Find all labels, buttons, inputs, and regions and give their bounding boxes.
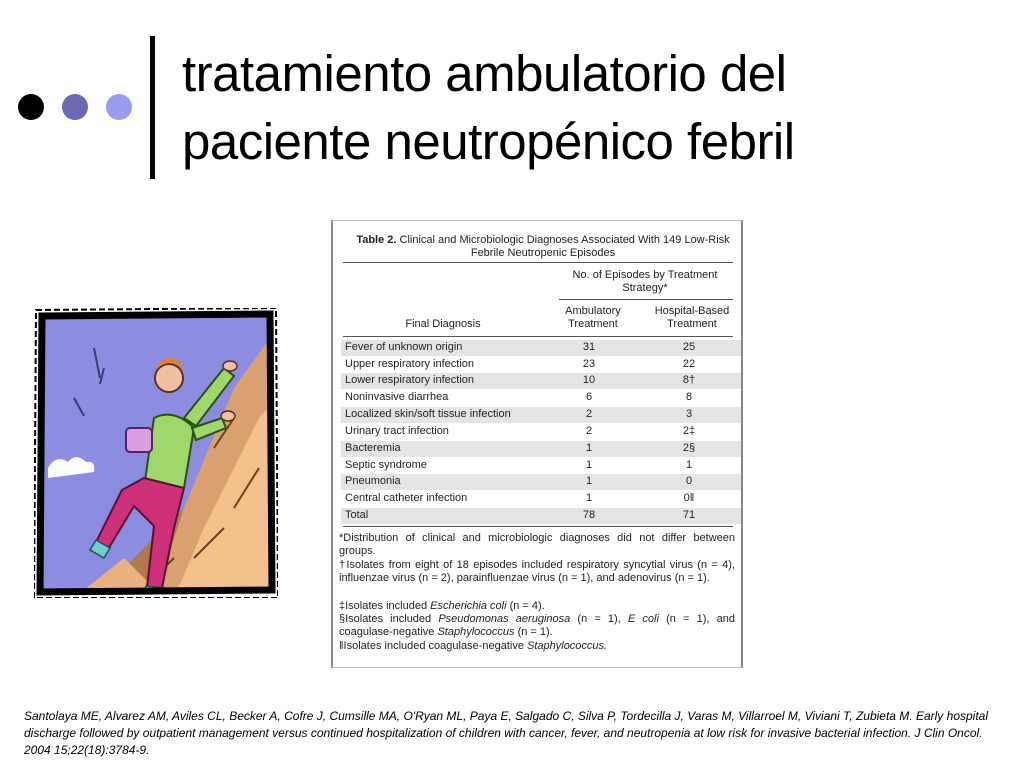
cell-hospital: 2§ — [682, 442, 696, 454]
footnote-2: †Isolates from eight of 18 episodes included respiratory syncytial virus (n = 4), influenzae virus (n = 2), parainfluenzae virus (n = 1), and adenovirus (n = 1). — [339, 559, 735, 584]
footnote-5-text: ‖Isolates included coagulase-negative — [339, 640, 527, 652]
cell-diagnosis: Bacteremia — [345, 442, 401, 454]
table-row — [341, 491, 741, 507]
table-rule-header — [343, 336, 733, 337]
cell-diagnosis: Total — [345, 509, 369, 521]
cell-ambulatory: 1 — [585, 475, 593, 487]
table-caption-text: Clinical and Microbiologic Diagnoses Associated With 149 Low-Risk Febrile Neutropenic Episodes — [396, 234, 730, 259]
bullet-dot-2 — [62, 94, 88, 120]
cell-ambulatory: 2 — [585, 425, 593, 437]
footnote-4-mid-1: (n = 1), — [570, 613, 628, 625]
footnote-3-end: (n = 4). — [506, 600, 545, 612]
table-rule-top — [343, 262, 733, 263]
footnote-1: *Distribution of clinical and microbiologic diagnoses did not differ between groups. — [339, 532, 735, 557]
footnote-4-end: (n = 1). — [514, 626, 553, 638]
cell-ambulatory: 1 — [585, 492, 593, 504]
table-row — [341, 474, 741, 490]
table-row — [341, 407, 741, 423]
title-line-1: tratamiento ambulatorio del — [182, 45, 787, 102]
table-rule-bottom — [343, 526, 733, 527]
cell-ambulatory: 2 — [585, 408, 593, 420]
cell-ambulatory: 1 — [585, 442, 593, 454]
cell-hospital: 8 — [685, 391, 693, 403]
citation-text: Santolaya ME, Alvarez AM, Aviles CL, Becker A, Cofre J, Cumsille MA, O'Ryan ML, Paya E, Salgado C, Silva P, Tordecilla J, Varas M, Villarroel M, Viviani T, Zubieta M. Early hospital discharge followed by outpatient management versus continued hospitalization of children with cancer, fever, and neutropenia at low risk for invasive bacterial infection. J Clin Oncol. 2004 15;22(18):3784-9. — [24, 709, 989, 757]
cell-diagnosis: Pneumonia — [345, 475, 401, 487]
footnote-3-text: ‡Isolates included — [339, 600, 431, 612]
cell-diagnosis: Noninvasive diarrhea — [345, 391, 449, 403]
bullet-dot-3 — [106, 94, 132, 120]
footnote-5-italic: Staphylococcus. — [527, 640, 608, 652]
cell-ambulatory: 6 — [585, 391, 593, 403]
table-caption — [353, 234, 733, 260]
cell-diagnosis: Urinary tract infection — [345, 425, 449, 437]
cell-ambulatory: 23 — [582, 358, 596, 370]
title-bullets — [18, 94, 138, 120]
cell-diagnosis: Central catheter infection — [345, 492, 468, 504]
table-row — [341, 373, 741, 389]
cell-hospital: 25 — [682, 341, 696, 353]
footnote-5 — [339, 640, 735, 653]
table-row — [341, 340, 741, 356]
col-header-diagnosis: Final Diagnosis — [405, 318, 481, 330]
table-row — [341, 441, 741, 457]
cell-hospital: 2‡ — [682, 425, 696, 437]
table-row-total — [341, 508, 741, 524]
cell-ambulatory: 1 — [585, 459, 593, 471]
slide-title — [182, 40, 1002, 176]
diagnoses-table — [331, 220, 743, 668]
footnote-4-italic-3: Staphylococcus — [437, 626, 515, 638]
table-rule-group — [559, 299, 733, 300]
cell-hospital: 0‖ — [683, 492, 695, 504]
title-divider — [150, 36, 155, 179]
footnote-3-italic: Escherichia coli — [430, 600, 507, 612]
cell-hospital: 1 — [685, 459, 693, 471]
cell-hospital: 22 — [682, 358, 696, 370]
table-row — [341, 390, 741, 406]
table-row — [341, 458, 741, 474]
footnote-4-italic-2: E coli — [627, 613, 659, 625]
cell-diagnosis: Localized skin/soft tissue infection — [345, 408, 511, 420]
cell-ambulatory: 31 — [582, 341, 596, 353]
footnote-4-mid-2: (n = 1), and coagulase-negative — [339, 613, 735, 638]
cell-hospital: 8† — [682, 374, 696, 386]
footnote-3 — [339, 600, 735, 613]
cell-hospital: 3 — [685, 408, 693, 420]
cell-diagnosis: Lower respiratory infection — [345, 374, 475, 386]
cell-diagnosis: Fever of unknown origin — [345, 341, 463, 353]
table-row — [341, 357, 741, 373]
footnote-4 — [339, 613, 735, 639]
table-row — [341, 424, 741, 440]
col-header-ambulatory: Ambulatory Treatment — [565, 305, 621, 330]
cell-hospital: 0 — [685, 475, 693, 487]
footnote-4-text: §Isolates included — [339, 613, 439, 625]
bullet-dot-1 — [18, 94, 44, 120]
cell-hospital: 71 — [682, 509, 696, 521]
title-line-2: paciente neutropénico febril — [182, 113, 795, 170]
table-caption-label: Table 2. — [356, 234, 397, 246]
cell-diagnosis: Septic syndrome — [345, 459, 427, 471]
mountain-climber-illustration — [34, 308, 278, 598]
cell-ambulatory: 10 — [582, 374, 596, 386]
footnote-4-italic-1: Pseudomonas aeruginosa — [438, 613, 571, 625]
cell-ambulatory: 78 — [582, 509, 596, 521]
cell-diagnosis: Upper respiratory infection — [345, 358, 475, 370]
col-header-hospital: Hospital-Based Treatment — [654, 305, 730, 330]
group-header: No. of Episodes by Treatment Strategy* — [572, 269, 718, 294]
